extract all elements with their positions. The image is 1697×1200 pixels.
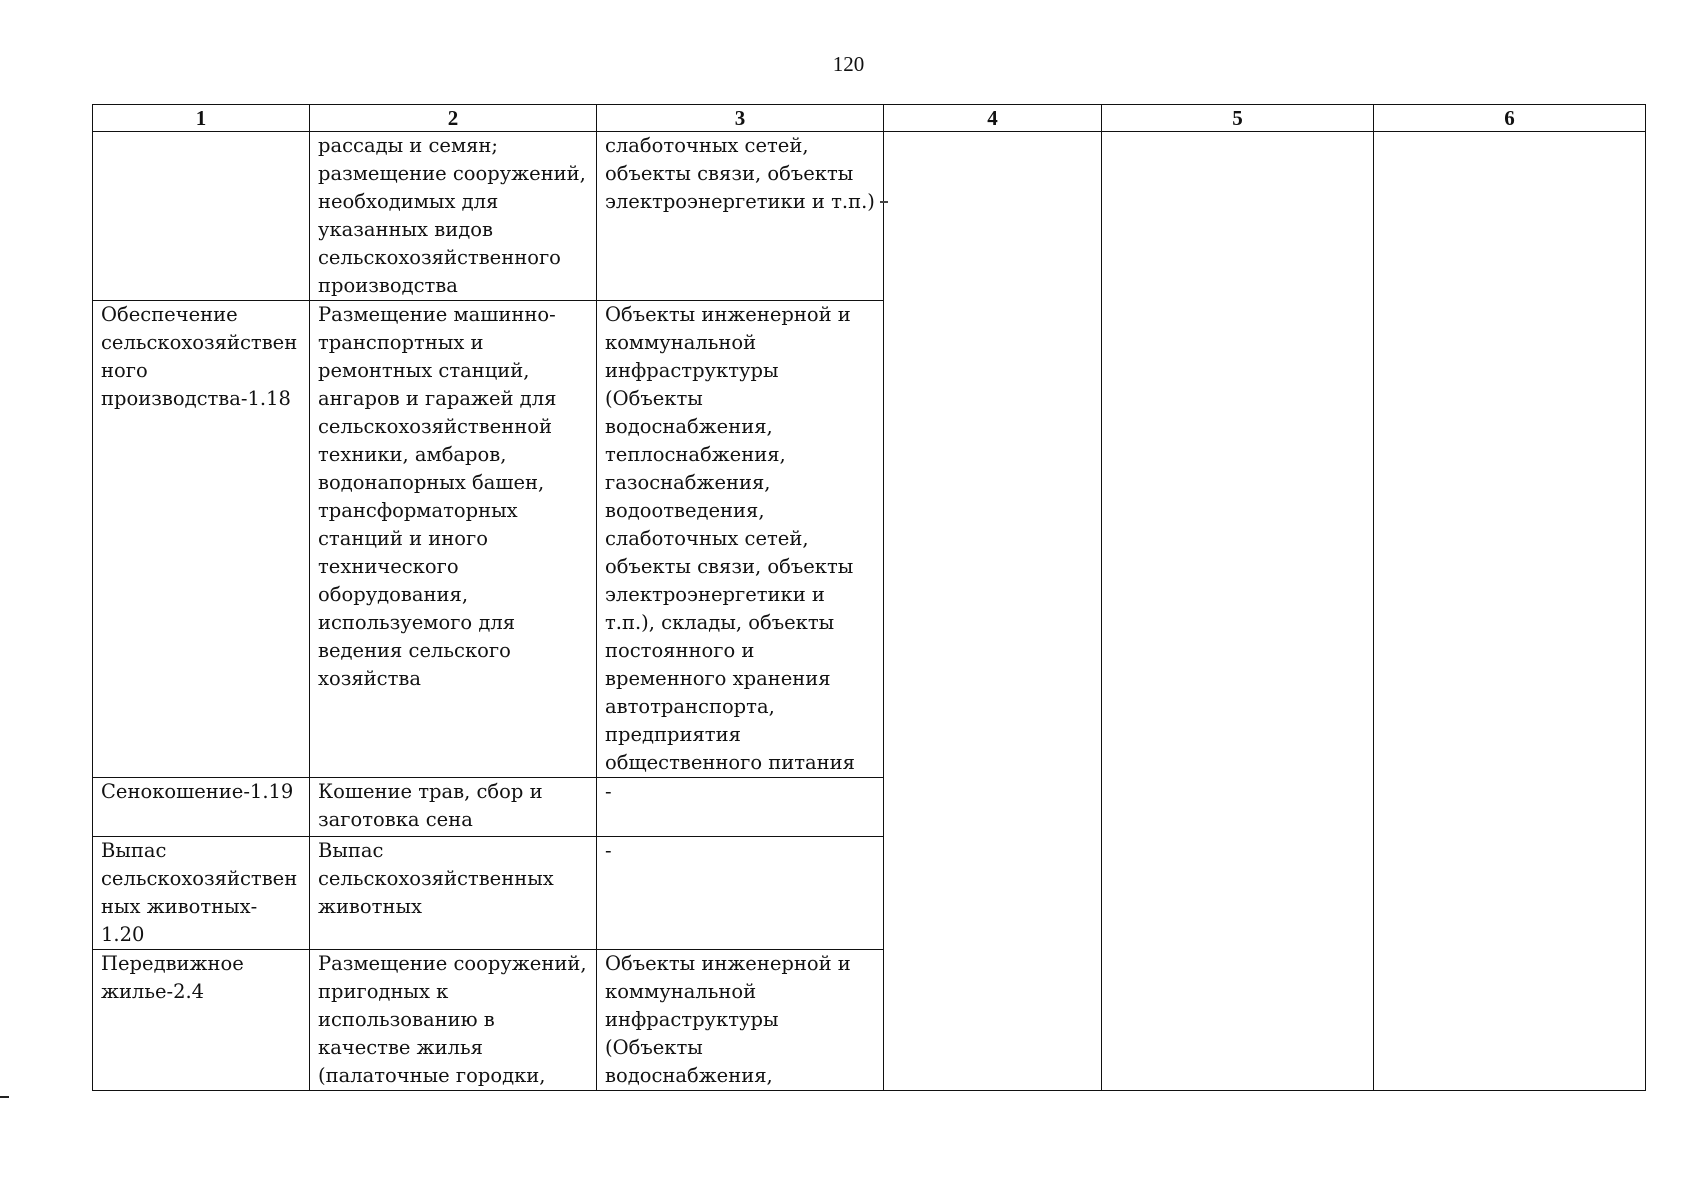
row-allowed-objects-cell: - <box>597 778 884 837</box>
scan-artifact-mark <box>880 201 888 203</box>
row-use-type-cell: Передвижное жилье-2.4 <box>93 950 310 1091</box>
row-use-type-cell: Сенокошение-1.19 <box>93 778 310 837</box>
margin-mark <box>0 1096 9 1098</box>
column-header-5: 5 <box>1102 105 1374 132</box>
row-use-type-cell: Выпас сельскохозяйствен ных животных- 1.20 <box>93 837 310 950</box>
row-allowed-objects-cell: Объекты инженерной и коммунальной инфраструктуры (Объекты водоснабжения, теплоснабжения, газоснабжения, водоотведения, слаботочных сетей, объекты связи, объекты электроэнергетики и т.п.), склады, объекты постоянного и временного хранения автотранспорта, предприятия общественного питания <box>597 301 884 778</box>
row-allowed-objects-cell: - <box>597 837 884 950</box>
column-5-empty-cell <box>1102 132 1374 1091</box>
column-header-2: 2 <box>310 105 597 132</box>
column-header-3: 3 <box>597 105 884 132</box>
column-header-1: 1 <box>93 105 310 132</box>
row-use-type-cell: Обеспечение сельскохозяйствен ного производства-1.18 <box>93 301 310 778</box>
table-row <box>93 132 1646 301</box>
table-header-row <box>93 105 1646 132</box>
row-description-cell: рассады и семян; размещение сооружений, необходимых для указанных видов сельскохозяйственного производства <box>310 132 597 301</box>
row-description-cell: Кошение трав, сбор и заготовка сена <box>310 778 597 837</box>
column-header-6: 6 <box>1374 105 1646 132</box>
page-number: 120 <box>832 52 865 76</box>
land-use-table <box>92 104 1646 1091</box>
column-header-4: 4 <box>884 105 1102 132</box>
column-6-empty-cell <box>1374 132 1646 1091</box>
row-description-cell: Размещение машинно- транспортных и ремонтных станций, ангаров и гаражей для сельскохозяйственной техники, амбаров, водонапорных башен, трансформаторных станций и иного технического оборудования, используемого для ведения сельского хозяйства <box>310 301 597 778</box>
row-allowed-objects-cell: слаботочных сетей, объекты связи, объекты электроэнергетики и т.п.) <box>597 132 884 301</box>
row-allowed-objects-cell: Объекты инженерной и коммунальной инфраструктуры (Объекты водоснабжения, <box>597 950 884 1091</box>
row-use-type-cell <box>93 132 310 301</box>
row-description-cell: Выпас сельскохозяйственных животных <box>310 837 597 950</box>
column-4-empty-cell <box>884 132 1102 1091</box>
row-description-cell: Размещение сооружений, пригодных к использованию в качестве жилья (палаточные городки, <box>310 950 597 1091</box>
